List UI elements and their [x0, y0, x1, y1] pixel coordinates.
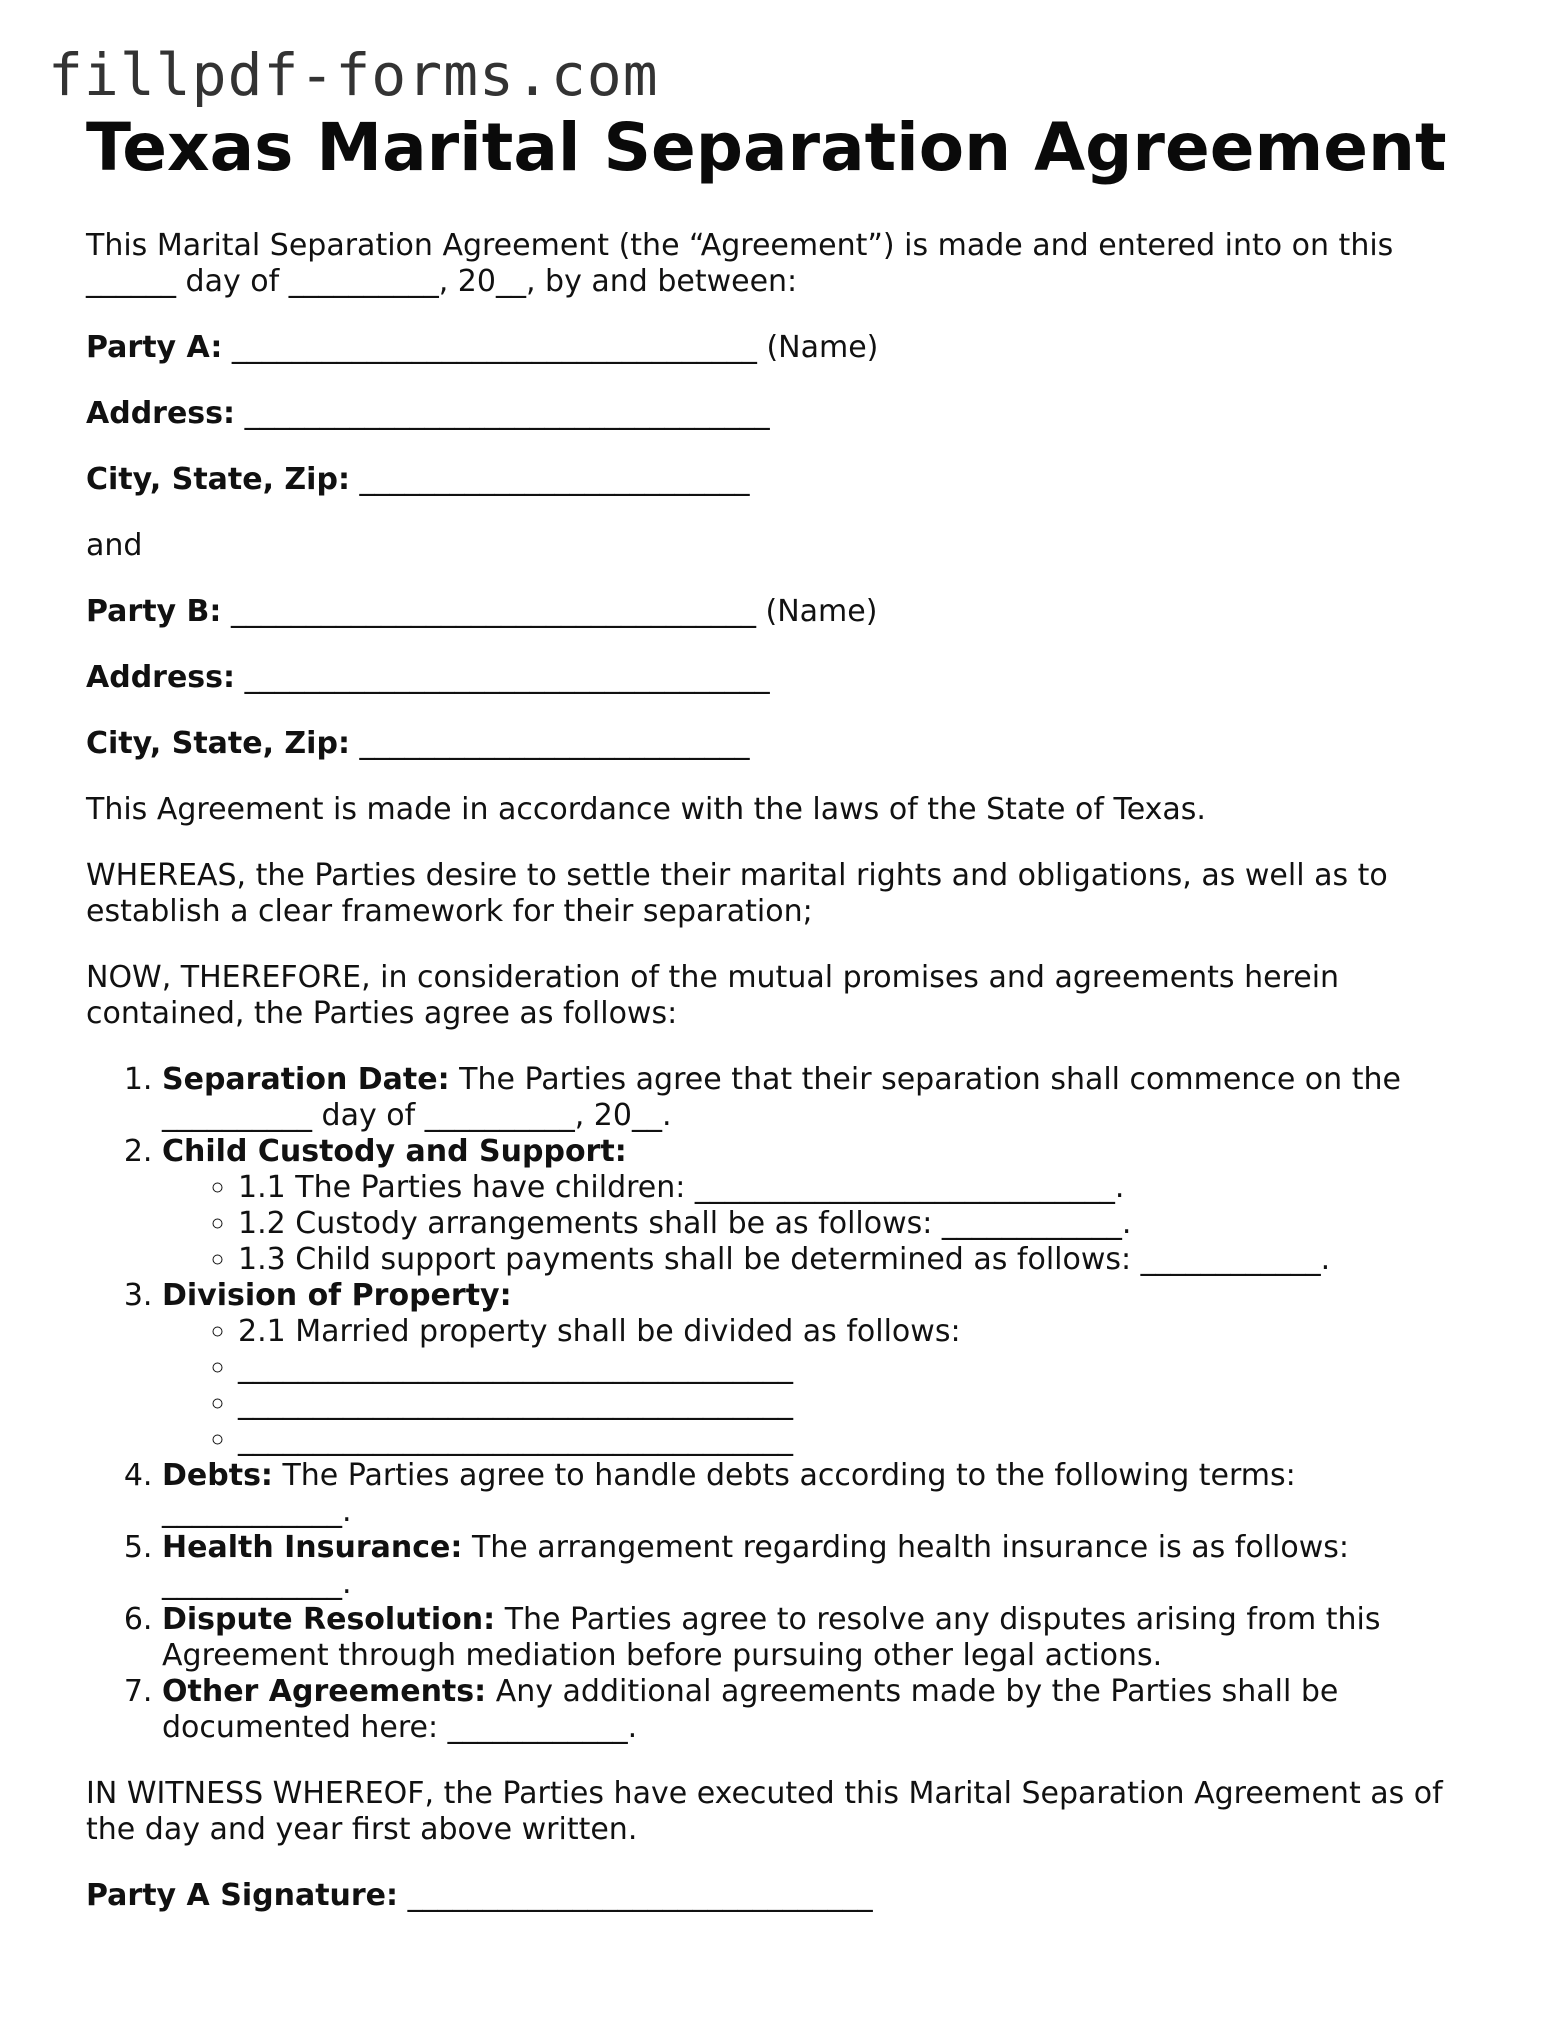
party-b-address-row — [86, 660, 1486, 696]
clause-title: Child Custody and Support: — [162, 1134, 627, 1169]
party-b-name-field[interactable]: ___________________________________ — [230, 594, 756, 629]
clause-other-agreements — [162, 1674, 1486, 1746]
party-a-city-label: City, State, Zip: — [86, 462, 350, 497]
party-b-label: Party B: — [86, 594, 222, 629]
clause-child-custody — [162, 1134, 1486, 1278]
clause-text: The Parties agree to resolve any disputes arising from this Agreement through mediation before pursuing other legal actions. — [162, 1602, 1381, 1673]
watermark-logo: fillpdf-forms.com — [48, 41, 659, 109]
document-body — [86, 108, 1486, 1914]
party-a-name-field[interactable]: ___________________________________ — [231, 330, 757, 365]
clause-title: Other Agreements: — [162, 1674, 487, 1709]
clause-separation-date — [162, 1062, 1486, 1134]
intro-line-1: This Marital Separation Agreement (the “Agreement”) is made and entered into on this — [86, 228, 1394, 263]
clause-title: Division of Property: — [162, 1278, 512, 1313]
party-a-city-field[interactable]: __________________________ — [359, 462, 750, 497]
clause-title: Dispute Resolution: — [162, 1602, 496, 1637]
clause-dispute-resolution — [162, 1602, 1486, 1674]
property-blank-field[interactable]: ◦ _____________________________________ — [238, 1386, 1486, 1422]
party-b-city-label: City, State, Zip: — [86, 726, 350, 761]
clause-debts — [162, 1458, 1486, 1530]
party-a-address-label: Address: — [86, 396, 236, 431]
party-b-city-row — [86, 726, 1486, 762]
clause-title: Separation Date: — [162, 1062, 450, 1097]
witness-paragraph: IN WITNESS WHEREOF, the Parties have executed this Marital Separation Agreement as of the day and year first above written. — [86, 1776, 1443, 1847]
clause-text[interactable]: The Parties agree that their separation shall commence on the __________ day of __________, 20__. — [162, 1062, 1401, 1133]
now-therefore-paragraph: NOW, THEREFORE, in consideration of the mutual promises and agreements herein contained, the Parties agree as follows: — [86, 960, 1340, 1031]
clause-title: Health Insurance: — [162, 1530, 463, 1565]
property-blank-field[interactable]: ◦ _____________________________________ — [238, 1422, 1486, 1458]
party-a-label: Party A: — [86, 330, 223, 365]
party-a-address-row — [86, 396, 1486, 432]
clause-text[interactable]: The arrangement regarding health insurance is as follows: ____________. — [162, 1530, 1349, 1601]
whereas-paragraph: WHEREAS, the Parties desire to settle their marital rights and obligations, as well as to establish a clear framework for their separation; — [86, 858, 1388, 929]
clauses-list — [86, 1062, 1486, 1746]
clause-text[interactable]: The Parties agree to handle debts according to the following terms: ____________. — [162, 1458, 1296, 1529]
intro-line-2[interactable]: ______ day of __________, 20__, by and between: — [86, 264, 798, 299]
sub-item[interactable]: ◦ 1.3 Child support payments shall be determined as follows: ____________. — [238, 1242, 1486, 1278]
party-b-name-row — [86, 594, 1486, 630]
party-a-city-row — [86, 462, 1486, 498]
sub-item[interactable]: ◦ 1.1 The Parties have children: ____________________________. — [238, 1170, 1486, 1206]
property-sublist — [162, 1314, 1486, 1458]
party-b-address-label: Address: — [86, 660, 236, 695]
clause-division-of-property — [162, 1278, 1486, 1458]
party-a-signature-label: Party A Signature: — [86, 1878, 399, 1913]
party-a-address-field[interactable]: ___________________________________ — [244, 396, 770, 431]
sub-item: ◦ 2.1 Married property shall be divided as follows: — [238, 1314, 1486, 1350]
child-custody-sublist — [162, 1170, 1486, 1278]
party-a-name-row — [86, 330, 1486, 366]
party-b-city-field[interactable]: __________________________ — [359, 726, 750, 761]
property-blank-field[interactable]: ◦ _____________________________________ — [238, 1350, 1486, 1386]
clause-health-insurance — [162, 1530, 1486, 1602]
clause-title: Debts: — [162, 1458, 273, 1493]
party-b-name-suffix: (Name) — [765, 594, 878, 629]
party-a-signature-field[interactable]: _______________________________ — [407, 1878, 873, 1913]
intro-paragraph — [86, 228, 1486, 300]
party-b-address-field[interactable]: ___________________________________ — [244, 660, 770, 695]
party-a-name-suffix: (Name) — [766, 330, 879, 365]
and-text: and — [86, 528, 143, 563]
sub-item[interactable]: ◦ 1.2 Custody arrangements shall be as follows: ____________. — [238, 1206, 1486, 1242]
signature-row — [86, 1878, 1486, 1914]
document-title: Texas Marital Separation Agreement — [86, 109, 1447, 186]
clause-text[interactable]: Any additional agreements made by the Parties shall be documented here: ____________. — [162, 1674, 1339, 1745]
laws-paragraph: This Agreement is made in accordance with the laws of the State of Texas. — [86, 792, 1206, 827]
